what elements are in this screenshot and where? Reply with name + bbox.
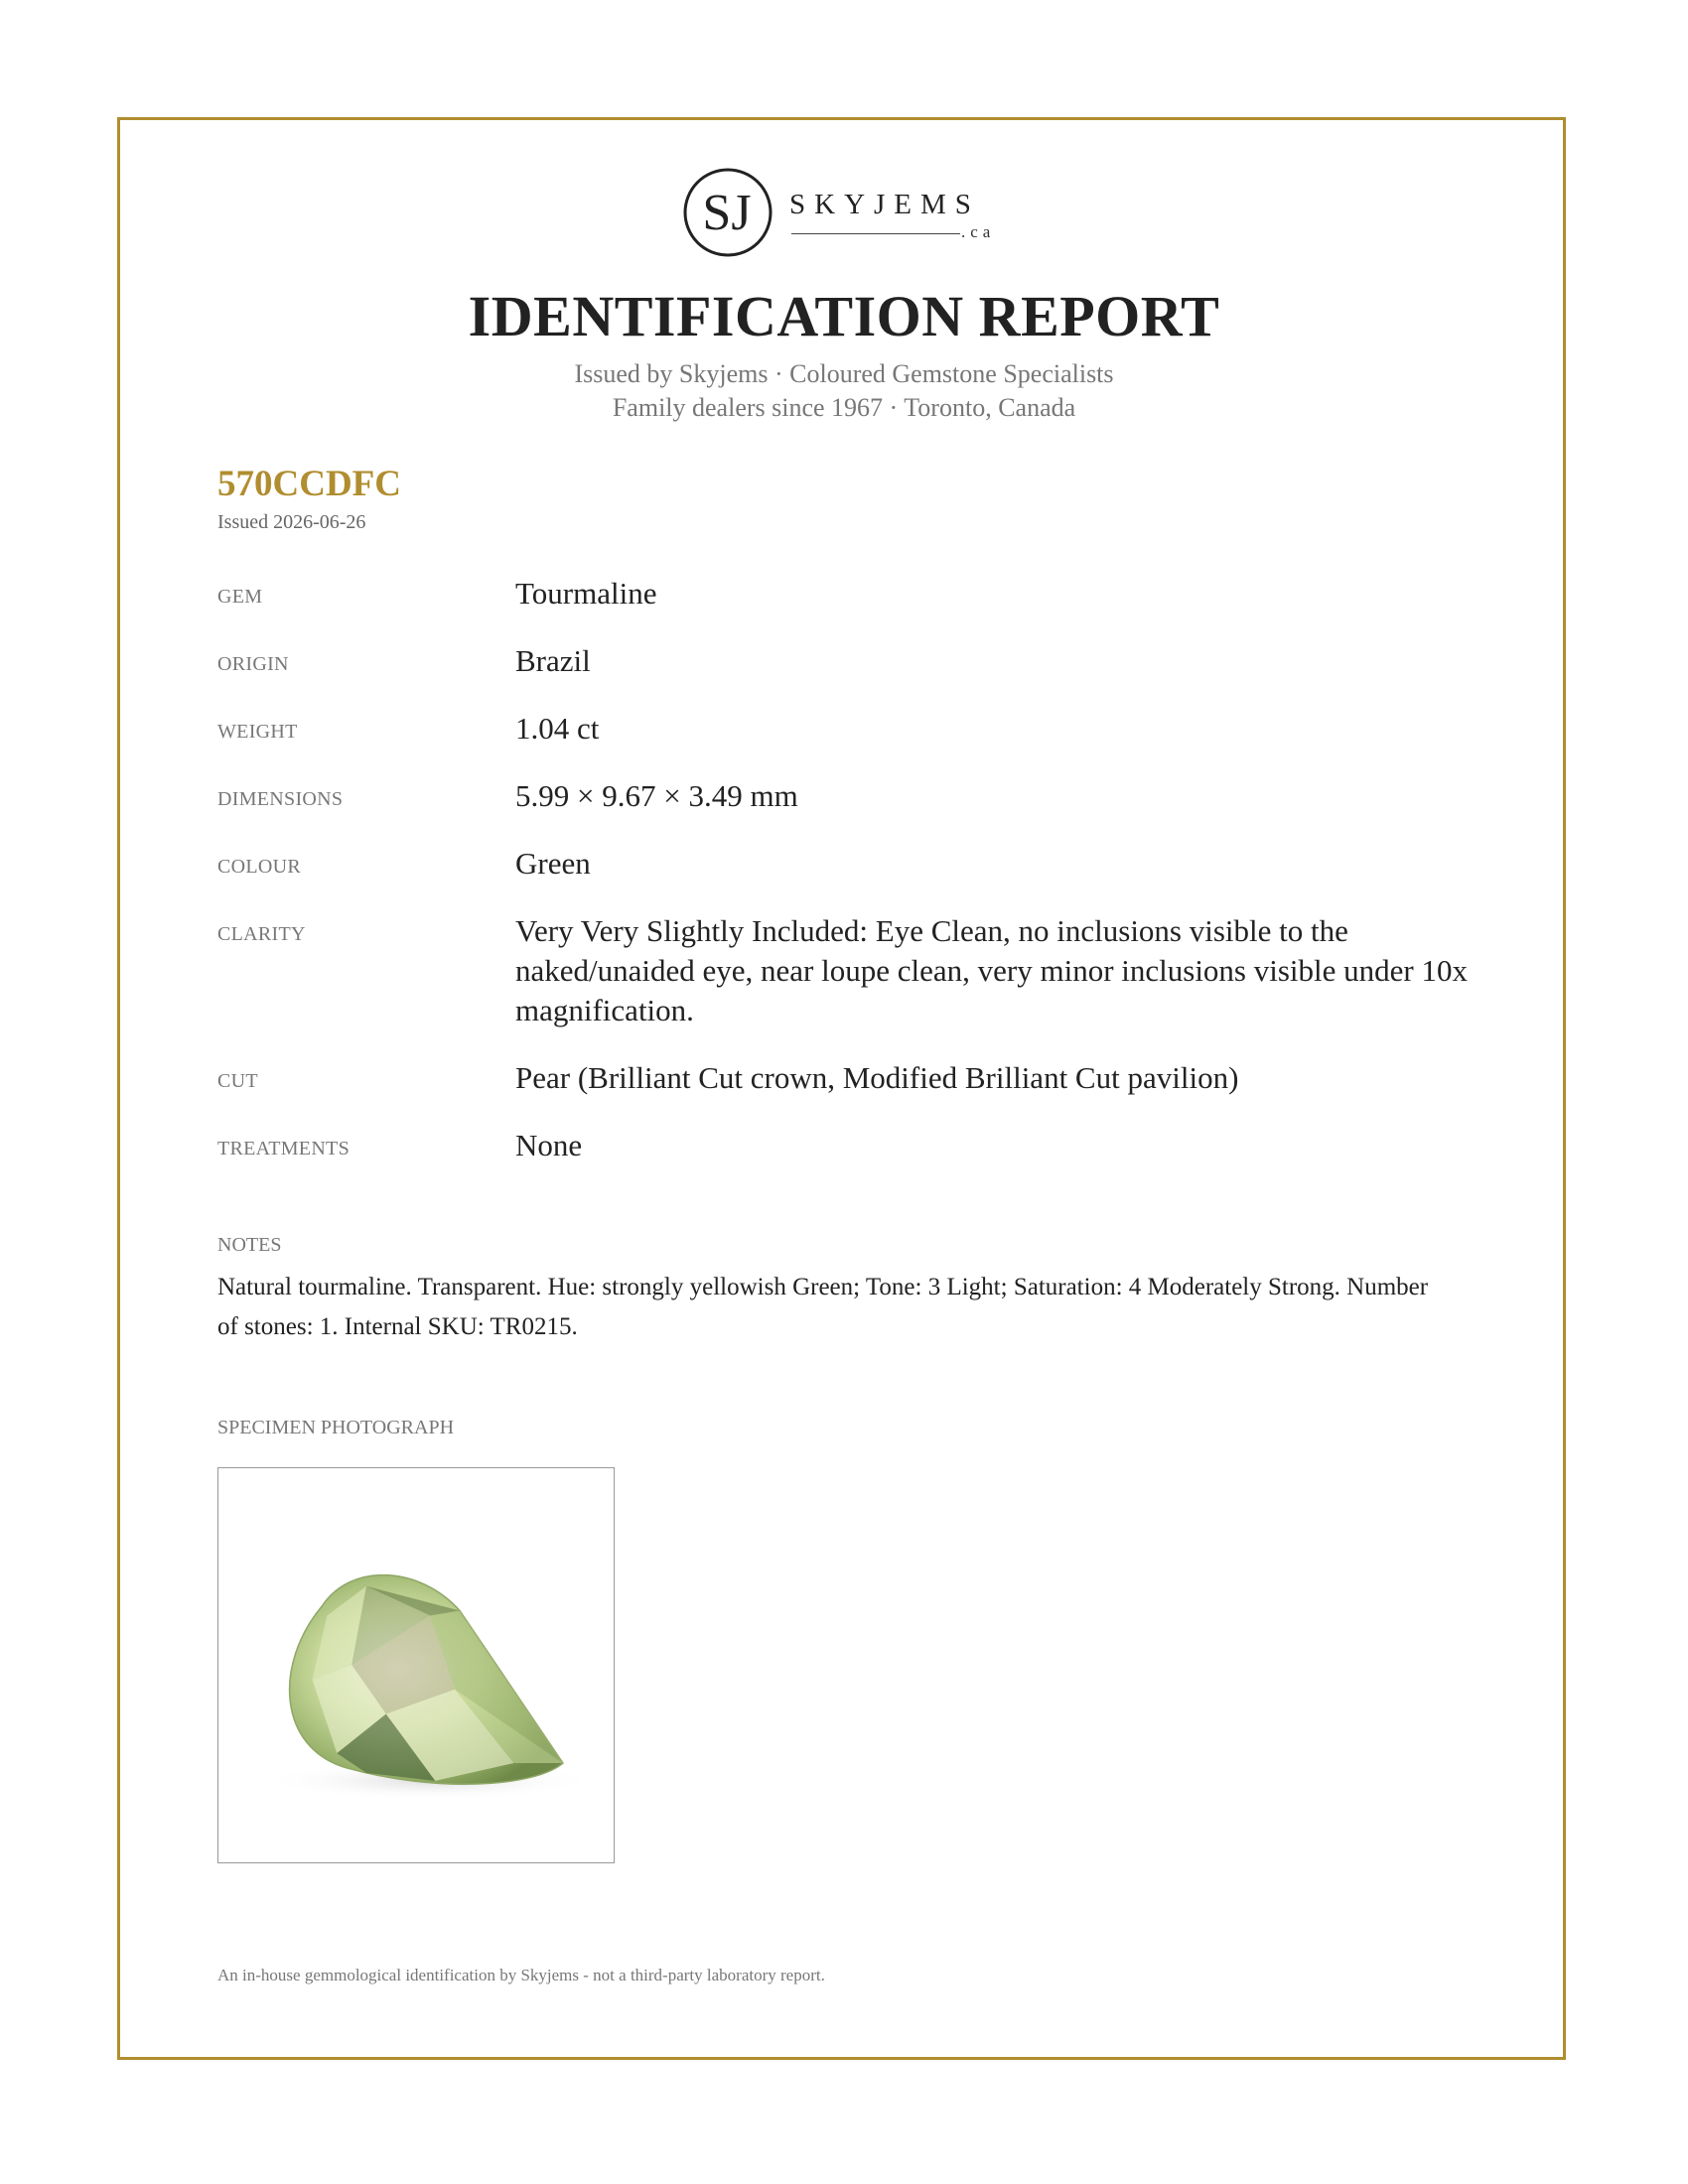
specimen-photo bbox=[217, 1467, 615, 1863]
logo-monogram: SJ bbox=[702, 185, 752, 241]
detail-value: 1.04 ct bbox=[515, 711, 600, 746]
brand-domain-suffix: .ca bbox=[961, 222, 996, 241]
detail-value: 5.99 × 9.67 × 3.49 mm bbox=[515, 778, 798, 813]
dealer-line: Family dealers since 1967 · Toronto, Canada bbox=[612, 393, 1076, 422]
detail-label: TREATMENTS bbox=[217, 1138, 350, 1160]
brand-underline bbox=[791, 233, 960, 234]
detail-label: WEIGHT bbox=[217, 721, 298, 743]
notes-text: Natural tourmaline. Transparent. Hue: strongly yellowish Green; Tone: 3 Light; Saturation: 4 Moderately Strong. Number of stones: 1. Internal SKU: TR0215. bbox=[217, 1274, 1429, 1340]
detail-value: Green bbox=[515, 846, 591, 881]
report-id: 570CCDFC bbox=[217, 464, 401, 504]
brand-name: SKYJEMS bbox=[789, 189, 980, 220]
detail-label: DIMENSIONS bbox=[217, 788, 344, 810]
detail-label: CLARITY bbox=[217, 923, 306, 945]
report-title: IDENTIFICATION REPORT bbox=[468, 284, 1220, 348]
notes-label: NOTES bbox=[217, 1234, 282, 1256]
issue-date: Issued 2026-06-26 bbox=[217, 511, 366, 533]
issuer-line: Issued by Skyjems · Coloured Gemstone Specialists bbox=[574, 359, 1114, 388]
pear-gem-image bbox=[218, 1468, 613, 1861]
detail-label: GEM bbox=[217, 586, 263, 608]
detail-value: Tourmaline bbox=[515, 576, 657, 611]
detail-label: CUT bbox=[217, 1070, 258, 1092]
detail-value: None bbox=[515, 1128, 583, 1162]
detail-value: Brazil bbox=[515, 643, 591, 678]
detail-value: Very Very Slightly Included: Eye Clean, no inclusions visible to the naked/unaided eye, near loupe clean, very minor inclusions visible under 10x magnification. bbox=[515, 913, 1468, 1027]
detail-value: Pear (Brilliant Cut crown, Modified Brilliant Cut pavilion) bbox=[515, 1060, 1239, 1095]
photo-label: SPECIMEN PHOTOGRAPH bbox=[217, 1417, 455, 1438]
detail-label: COLOUR bbox=[217, 856, 302, 878]
footer-disclaimer: An in-house gemmological identification by Skyjems - not a third-party laboratory report. bbox=[217, 1966, 825, 1984]
detail-label: ORIGIN bbox=[217, 653, 289, 675]
